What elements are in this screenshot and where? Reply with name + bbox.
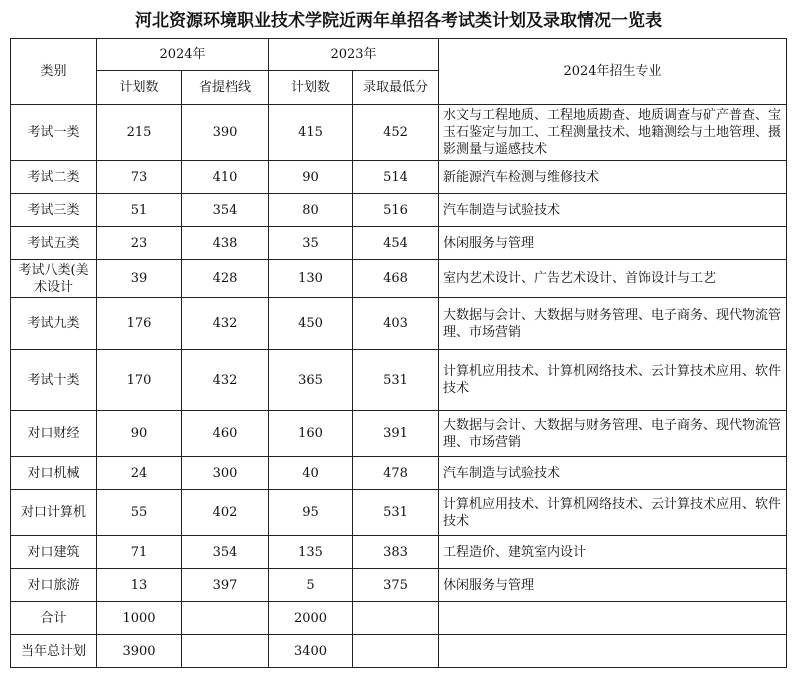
min-score-2023-cell: 383 xyxy=(353,536,439,569)
cutoff-2024-cell xyxy=(182,635,269,668)
table-row-total xyxy=(11,602,787,635)
min-score-2023-cell: 514 xyxy=(353,161,439,194)
plan-2024-cell: 170 xyxy=(97,350,182,411)
header-plan-2023: 计划数 xyxy=(269,71,353,105)
min-score-2023-cell: 403 xyxy=(353,298,439,350)
page-title: 河北资源环境职业技术学院近两年单招各考试类计划及录取情况一览表 xyxy=(135,11,662,31)
min-score-2023-cell: 391 xyxy=(353,411,439,457)
majors-cell xyxy=(439,635,787,668)
table-row xyxy=(11,298,787,350)
min-score-2023-cell: 375 xyxy=(353,569,439,602)
category-cell: 对口建筑 xyxy=(11,536,97,569)
plan-2024-cell: 24 xyxy=(97,457,182,490)
plan-2024-cell: 215 xyxy=(97,105,182,161)
category-cell: 考试五类 xyxy=(11,227,97,260)
category-cell: 考试三类 xyxy=(11,194,97,227)
table-row xyxy=(11,260,787,298)
plan-2023-cell: 3400 xyxy=(269,635,353,668)
majors-cell: 大数据与会计、大数据与财务管理、电子商务、现代物流管理、市场营销 xyxy=(439,411,787,457)
majors-cell: 汽车制造与试验技术 xyxy=(439,457,787,490)
min-score-2023-cell: 531 xyxy=(353,350,439,411)
majors-cell: 室内艺术设计、广告艺术设计、首饰设计与工艺 xyxy=(439,260,787,298)
min-score-2023-cell: 516 xyxy=(353,194,439,227)
plan-2024-cell: 73 xyxy=(97,161,182,194)
plan-2023-cell: 95 xyxy=(269,490,353,536)
plan-2024-cell: 3900 xyxy=(97,635,182,668)
category-cell: 对口财经 xyxy=(11,411,97,457)
category-cell: 对口计算机 xyxy=(11,490,97,536)
plan-2024-cell: 1000 xyxy=(97,602,182,635)
header-plan-2024: 计划数 xyxy=(97,71,182,105)
category-text: 考试八类(美术设计 xyxy=(18,262,89,295)
majors-cell: 计算机应用技术、计算机网络技术、云计算技术应用、软件技术 xyxy=(439,350,787,411)
category-cell: 考试一类 xyxy=(11,105,97,161)
majors-cell: 工程造价、建筑室内设计 xyxy=(439,536,787,569)
table-row xyxy=(11,161,787,194)
cutoff-2024-cell: 354 xyxy=(182,194,269,227)
header-year-2023: 2023年 xyxy=(269,39,439,71)
category-cell: 合计 xyxy=(11,602,97,635)
header-min-score-2023: 录取最低分 xyxy=(353,71,439,105)
majors-cell: 新能源汽车检测与维修技术 xyxy=(439,161,787,194)
plan-2024-cell: 71 xyxy=(97,536,182,569)
table-row xyxy=(11,490,787,536)
category-cell: 考试十类 xyxy=(11,350,97,411)
cutoff-2024-cell: 300 xyxy=(182,457,269,490)
table-row xyxy=(11,350,787,411)
table-row xyxy=(11,105,787,161)
majors-cell: 大数据与会计、大数据与财务管理、电子商务、现代物流管理、市场营销 xyxy=(439,298,787,350)
plan-2024-cell: 23 xyxy=(97,227,182,260)
min-score-2023-cell: 531 xyxy=(353,490,439,536)
plan-2023-cell: 2000 xyxy=(269,602,353,635)
plan-2024-cell: 51 xyxy=(97,194,182,227)
plan-2024-cell: 55 xyxy=(97,490,182,536)
header-category: 类别 xyxy=(11,39,97,105)
majors-cell xyxy=(439,602,787,635)
majors-cell: 休闲服务与管理 xyxy=(439,227,787,260)
header-cutoff-2024: 省提档线 xyxy=(182,71,269,105)
majors-cell: 计算机应用技术、计算机网络技术、云计算技术应用、软件技术 xyxy=(439,490,787,536)
plan-2023-cell: 40 xyxy=(269,457,353,490)
plan-2023-cell: 90 xyxy=(269,161,353,194)
cutoff-2024-cell: 397 xyxy=(182,569,269,602)
header-majors-2024: 2024年招生专业 xyxy=(439,39,787,105)
min-score-2023-cell: 478 xyxy=(353,457,439,490)
plan-2023-cell: 80 xyxy=(269,194,353,227)
table-row xyxy=(11,411,787,457)
plan-2023-cell: 450 xyxy=(269,298,353,350)
category-cell: 对口机械 xyxy=(11,457,97,490)
majors-cell: 休闲服务与管理 xyxy=(439,569,787,602)
majors-cell: 水文与工程地质、工程地质勘查、地质调查与矿产普查、宝玉石鉴定与加工、工程测量技术、地籍测绘与土地管理、摄影测量与遥感技术 xyxy=(439,105,787,161)
category-cell: 考试九类 xyxy=(11,298,97,350)
plan-2023-cell: 5 xyxy=(269,569,353,602)
cutoff-2024-cell: 410 xyxy=(182,161,269,194)
table-row xyxy=(11,194,787,227)
cutoff-2024-cell: 460 xyxy=(182,411,269,457)
category-cell: 对口旅游 xyxy=(11,569,97,602)
cutoff-2024-cell: 432 xyxy=(182,350,269,411)
cutoff-2024-cell: 354 xyxy=(182,536,269,569)
min-score-2023-cell: 454 xyxy=(353,227,439,260)
category-cell: 考试二类 xyxy=(11,161,97,194)
cutoff-2024-cell: 428 xyxy=(182,260,269,298)
category-cell xyxy=(11,260,97,298)
min-score-2023-cell: 468 xyxy=(353,260,439,298)
table-row xyxy=(11,569,787,602)
cutoff-2024-cell: 402 xyxy=(182,490,269,536)
majors-cell: 汽车制造与试验技术 xyxy=(439,194,787,227)
header-year-2024: 2024年 xyxy=(97,39,269,71)
plan-2024-cell: 39 xyxy=(97,260,182,298)
plan-2023-cell: 160 xyxy=(269,411,353,457)
min-score-2023-cell xyxy=(353,635,439,668)
plan-2024-cell: 90 xyxy=(97,411,182,457)
table-row xyxy=(11,227,787,260)
cutoff-2024-cell xyxy=(182,602,269,635)
plan-2024-cell: 176 xyxy=(97,298,182,350)
min-score-2023-cell xyxy=(353,602,439,635)
plan-2023-cell: 135 xyxy=(269,536,353,569)
plan-2023-cell: 35 xyxy=(269,227,353,260)
plan-2023-cell: 415 xyxy=(269,105,353,161)
plan-2024-cell: 13 xyxy=(97,569,182,602)
table-row-annual-plan xyxy=(11,635,787,668)
plan-2023-cell: 130 xyxy=(269,260,353,298)
plan-2023-cell: 365 xyxy=(269,350,353,411)
table-row xyxy=(11,536,787,569)
admissions-table xyxy=(10,38,787,668)
category-cell: 当年总计划 xyxy=(11,635,97,668)
min-score-2023-cell: 452 xyxy=(353,105,439,161)
cutoff-2024-cell: 432 xyxy=(182,298,269,350)
table-row xyxy=(11,457,787,490)
cutoff-2024-cell: 390 xyxy=(182,105,269,161)
cutoff-2024-cell: 438 xyxy=(182,227,269,260)
